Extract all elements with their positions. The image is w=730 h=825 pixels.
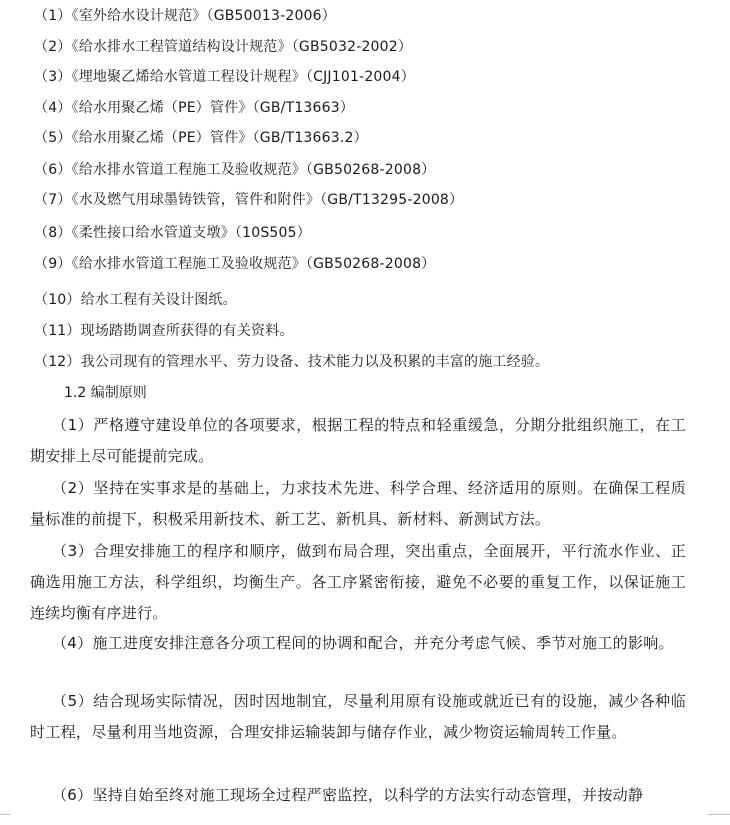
principle-paragraph: （2）坚持在实事求是的基础上，力求技术先进、科学合理、经济适用的原则。在确保工程质量标准的前提下，积极采用新技术、新工艺、新机具、新材料、新测试方法。 [30,479,686,528]
reference-item: （7）《水及燃气用球墨铸铁管，管件和附件》（GB/T13295-2008） [34,192,464,208]
reference-item: （3）《埋地聚乙烯给水管道工程设计规程》（CJJ101-2004） [34,69,415,85]
principle-paragraph: （4）施工进度安排注意各分项工程间的协调和配合，并充分考虑气候、季节对施工的影响。 [52,634,674,652]
reference-item: （11）现场踏勘调查所获得的有关资料。 [34,323,294,339]
principle-paragraph: （1）严格遵守建设单位的各项要求，根据工程的特点和轻重缓急，分期分批组织施工，在工期安排上尽可能提前完成。 [30,416,686,465]
crop-mark [0,814,10,825]
principle-paragraph: （3）合理安排施工的程序和顺序，做到布局合理，突出重点，全面展开，平行流水作业、正确选用施工方法，科学组织，均衡生产。各工序紧密衔接，避免不必要的重复工作，以保证施工连续均衡有序进行。 [30,542,686,622]
section-heading: 1.2 编制原则 [64,385,147,401]
reference-item: （8）《柔性接口给水管道支墩》（10S505） [34,225,311,241]
reference-item: （9）《给水排水管道工程施工及验收规范》（GB50268-2008） [34,256,436,272]
reference-item: （10）给水工程有关设计图纸。 [34,292,237,308]
reference-item: （2）《给水排水工程管道结构设计规范》（GB5032-2002） [34,39,413,55]
reference-item: （1）《室外给水设计规范》（GB50013-2006） [34,8,336,24]
reference-item: （4）《给水用聚乙烯（PE）管件》（GB/T13663） [34,100,355,116]
reference-item: （5）《给水用聚乙烯（PE）管件》（GB/T13663.2） [34,130,368,146]
crop-mark [708,814,730,825]
principle-paragraph: （5）结合现场实际情况，因时因地制宜，尽量利用原有设施或就近已有的设施，减少各种临时工程，尽量利用当地资源，合理安排运输装卸与储存作业，减少物资运输周转工作量。 [30,692,686,741]
principle-paragraph: （6）坚持自始至终对施工现场全过程严密监控，以科学的方法实行动态管理，并按动静 [52,786,644,804]
reference-item: （12）我公司现有的管理水平、劳力设备、技术能力以及积累的丰富的施工经验。 [34,354,550,370]
reference-item: （6）《给水排水管道工程施工及验收规范》（GB50268-2008） [34,162,436,178]
